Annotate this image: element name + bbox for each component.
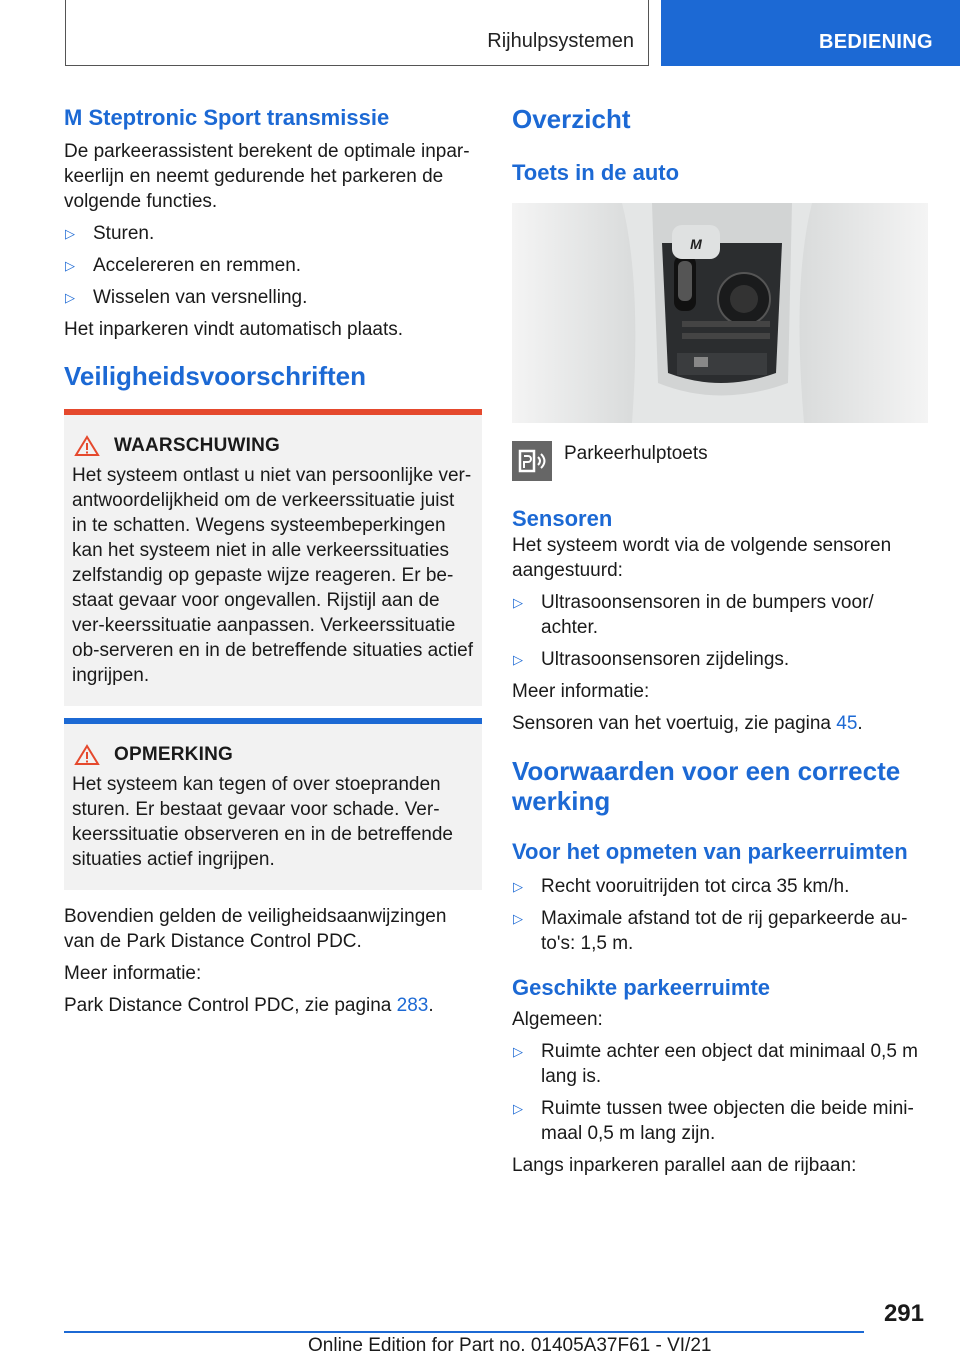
page-link-45[interactable]: 45 — [836, 713, 858, 734]
header-chapter-title: BEDIENING — [819, 31, 933, 53]
header-section-title: Rijhulpsystemen — [487, 30, 634, 52]
reference-paragraph: Park Distance Control PDC, zie pagina 283. — [64, 995, 434, 1016]
besides-paragraph: Bovendien gelden de veiligheidsaanwijzingen van de Park Distance Control PDC. — [64, 906, 447, 952]
heading-measure: Voor het opmeten van parkeerruimten — [512, 839, 908, 864]
warning-text: Het systeem ontlast u niet van persoonlijke ver-antwoordelijkheid om de verkeerssituatie juist in te schatten. Wegens systeembeperkingen kan het systeem niet in alle verkeerssituaties zelfstandig op gepaste wijze reageren. Er be-staat gevaar voor ongevallen. Rijstijl aan de ver-keerssituatie aanpassen. Verkeerssituatie ob-serveren en in de betreffende situaties actief ingrijpen. — [72, 465, 474, 686]
note-title: OPMERKING — [114, 744, 233, 765]
heading-safety: Veiligheidsvoorschriften — [64, 361, 366, 391]
icon-legend-label: Parkeerhulptoets — [564, 443, 708, 464]
list-item: ▷ Accelereren en remmen. — [65, 255, 302, 276]
warning-title-row — [72, 415, 474, 463]
footer-edition: Online Edition for Part no. 01405A37F61 - VI/21 — [308, 1335, 712, 1356]
bullet-triangle-icon: ▷ — [65, 290, 75, 305]
list-item: ▷ Ultrasoonsensoren in de bumpers voor/ achter. — [513, 592, 874, 638]
list-item: ▷ Maximale afstand tot de rij geparkeerde au-to's: 1,5 m. — [513, 908, 908, 954]
more-info-label: Meer informatie: — [512, 681, 650, 702]
reference-paragraph: Sensoren van het voertuig, zie pagina 45. — [512, 713, 863, 734]
bullet-triangle-icon: ▷ — [65, 226, 75, 241]
list-item: ▷ Wisselen van versnelling. — [65, 287, 308, 308]
list-item: ▷ Ruimte achter een object dat minimaal 0,5 m lang is. — [513, 1041, 919, 1087]
measure-list — [512, 874, 930, 956]
heading-transmission: M Steptronic Sport transmissie — [64, 105, 390, 130]
heading-suitable-space: Geschikte parkeerruimte — [512, 975, 771, 1000]
footer-divider — [64, 1331, 864, 1333]
console-photo — [512, 203, 928, 423]
caution-triangle-icon — [74, 744, 100, 766]
intro-paragraph: De parkeerassistent berekent de optimale inpar-keerlijn en neemt gedurende het parkeren de volgende functies. — [64, 141, 470, 212]
warning-title: WAARSCHUWING — [114, 435, 280, 456]
bullet-triangle-icon: ▷ — [513, 879, 523, 894]
more-info-label: Meer informatie: — [64, 963, 202, 984]
sensors-list — [512, 590, 930, 672]
warning-triangle-icon — [74, 435, 100, 457]
general-label: Algemeen: — [512, 1009, 603, 1030]
bullet-triangle-icon: ▷ — [65, 258, 75, 273]
left-column — [64, 104, 482, 1025]
icon-legend-row — [512, 441, 930, 481]
bullet-triangle-icon: ▷ — [513, 911, 523, 926]
auto-paragraph: Het inparkeren vindt automatisch plaats. — [64, 319, 404, 340]
header-section-tab — [65, 0, 649, 66]
functions-list — [64, 221, 482, 310]
list-item: ▷ Ruimte tussen twee objecten die beide mini-maal 0,5 m lang zijn. — [513, 1098, 914, 1144]
m-logo: M — [690, 236, 702, 252]
page-link-283[interactable]: 283 — [396, 995, 429, 1016]
warning-box — [64, 409, 482, 706]
space-list — [512, 1039, 930, 1146]
park-assist-button-icon — [512, 441, 552, 481]
bullet-triangle-icon: ▷ — [513, 595, 523, 610]
bullet-triangle-icon: ▷ — [513, 652, 523, 667]
page-number: 291 — [883, 1300, 924, 1327]
right-column — [512, 104, 930, 1185]
list-item: ▷ Ultrasoonsensoren zijdelings. — [513, 649, 790, 670]
note-text: Het systeem kan tegen of over stoepranden sturen. Er bestaat gevaar voor schade. Ver-keerssituatie observeren en in de betreffende situaties actief ingrijpen. — [72, 774, 453, 870]
list-item: ▷ Recht vooruitrijden tot circa 35 km/h. — [513, 876, 850, 897]
list-item: ▷ Sturen. — [65, 223, 155, 244]
heading-overview: Overzicht — [512, 104, 631, 134]
parallel-label: Langs inparkeren parallel aan de rijbaan: — [512, 1155, 857, 1176]
bullet-triangle-icon: ▷ — [513, 1101, 523, 1116]
sensors-paragraph: Het systeem wordt via de volgende sensoren aangestuurd: — [512, 535, 892, 581]
header-chapter-tab — [661, 0, 960, 66]
bullet-triangle-icon: ▷ — [513, 1044, 523, 1059]
heading-conditions: Voorwaarden voor een correcte werking — [512, 756, 901, 816]
heading-button-in-car: Toets in de auto — [512, 160, 680, 185]
heading-sensors: Sensoren — [512, 506, 613, 531]
center-console-image — [512, 203, 928, 423]
note-title-row — [72, 724, 474, 772]
note-box — [64, 718, 482, 890]
